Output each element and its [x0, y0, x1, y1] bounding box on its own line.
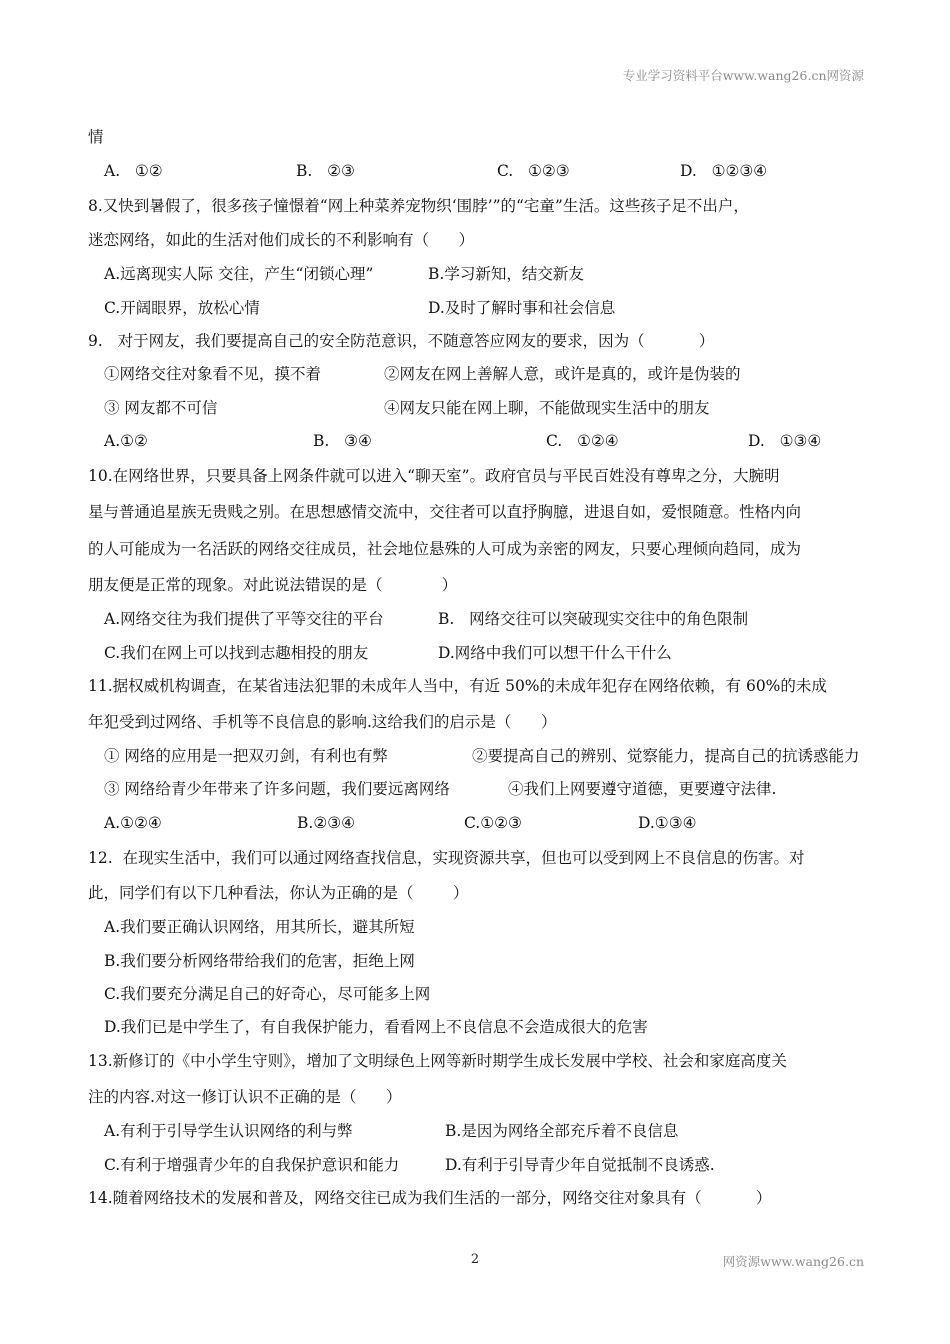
- q10-option-d: D.网络中我们可以想干什么干什么: [438, 644, 672, 662]
- q12-option-b: B.我们要分析网络带给我们的危害，拒绝上网: [104, 952, 415, 970]
- q12-option-d: D.我们已是中学生了，有自我保护能力，看看网上不良信息不会造成很大的危害: [104, 1018, 648, 1036]
- q8-option-a: A.远离现实人际 交往，产生“闭锁心理”: [104, 265, 374, 283]
- q10-question-line1: 10.在网络世界，只要具备上网条件就可以进入“聊天室”。政府官员与平民百姓没有尊卑之分，大腕明: [88, 467, 780, 485]
- footer-site-text: 网资源www.wang26.cn: [722, 1254, 864, 1269]
- q13-question-line1: 13.新修订的《中小学生守则》，增加了文明绿色上网等新时期学生成长发展中学校、社会和家庭高度关: [88, 1052, 787, 1070]
- q11-question-line1: 11.据权威机构调查，在某省违法犯罪的未成年人当中，有近 50%的未成年犯存在网络依赖，有 60%的未成: [88, 677, 827, 695]
- q13-option-a: A.有利于引导学生认识网络的利与弊: [104, 1122, 353, 1140]
- q9-item-4: ④网友只能在网上聊，不能做现实生活中的朋友: [384, 399, 710, 417]
- q9-option-a: A.①②: [104, 432, 148, 450]
- q13-question-line2: 注的内容.对这一修订认识不正确的是（ ）: [88, 1088, 402, 1106]
- q7-continuation: 情: [88, 128, 104, 146]
- q10-option-a: A.网络交往为我们提供了平等交往的平台: [104, 610, 384, 628]
- q13-option-c: C.有利于增强青少年的自我保护意识和能力: [104, 1156, 400, 1174]
- q11-question-line2: 年犯受到过网络、手机等不良信息的影响.这给我们的启示是（ ）: [88, 713, 557, 731]
- q14-question: 14.随着网络技术的发展和普及，网络交往已成为我们生活的一部分，网络交往对象具有（ ）: [88, 1189, 772, 1207]
- q11-item-3: ③ 网络给青少年带来了许多问题，我们要远离网络: [104, 780, 450, 798]
- q9-option-d: D. ①③④: [748, 432, 822, 450]
- q11-item-1: ① 网络的应用是一把双刃剑，有利也有弊: [104, 747, 388, 765]
- q7-option-d: D. ①②③④: [680, 162, 768, 180]
- header-site-text: 专业学习资料平台www.wang26.cn网资源: [622, 68, 864, 83]
- q11-option-a: A.①②④: [104, 814, 162, 832]
- q12-option-a: A.我们要正确认识网络，用其所长，避其所短: [104, 918, 415, 936]
- q12-option-c: C.我们要充分满足自己的好奇心，尽可能多上网: [104, 985, 431, 1003]
- q9-item-2: ②网友在网上善解人意，或许是真的，或许是伪装的: [384, 365, 741, 383]
- q11-option-c: C.①②③: [464, 814, 522, 832]
- q10-option-c: C.我们在网上可以找到志趣相投的朋友: [104, 644, 369, 662]
- q9-item-1: ①网络交往对象看不见，摸不着: [104, 365, 322, 383]
- q11-option-d: D.①③④: [638, 814, 697, 832]
- q7-option-c: C. ①②③: [497, 162, 570, 180]
- q12-question-line2: 此，同学们有以下几种看法，你认为正确的是（ ）: [88, 884, 469, 902]
- q11-item-2: ②要提高自己的辨别、觉察能力，提高自己的抗诱惑能力: [472, 747, 860, 765]
- q8-option-d: D.及时了解时事和社会信息: [428, 299, 616, 317]
- q10-option-b: B. 网络交往可以突破现实交往中的角色限制: [438, 610, 749, 628]
- q9-item-3: ③ 网友都不可信: [104, 399, 218, 417]
- q8-question-line2: 迷恋网络，如此的生活对他们成长的不利影响有（ ）: [88, 231, 475, 249]
- q13-option-d: D.有利于引导青少年自觉抵制不良诱惑.: [445, 1156, 715, 1174]
- q10-question-line4: 朋友便是正常的现象。对此说法错误的是（ ）: [88, 576, 458, 594]
- q8-question-line1: 8.又快到暑假了，很多孩子憧憬着“网上种菜养宠物织‘围脖’”的“宅童”生活。这些孩子足不出户，: [88, 197, 749, 215]
- q10-question-line3: 的人可能成为一名活跃的网络交往成员，社会地位悬殊的人可成为亲密的网友，只要心理倾向趋同，成为: [88, 540, 802, 558]
- q7-option-a: A. ①②: [104, 162, 163, 180]
- q12-question-line1: 12. 在现实生活中，我们可以通过网络查找信息，实现资源共享，但也可以受到网上不良信息的伤害。对: [88, 849, 805, 867]
- q9-option-c: C. ①②④: [546, 432, 619, 450]
- q8-option-c: C.开阔眼界，放松心情: [104, 299, 260, 317]
- page-number: 2: [470, 1252, 480, 1267]
- q9-option-b: B. ③④: [313, 432, 372, 450]
- q8-option-b: B.学习新知，结交新友: [428, 265, 584, 283]
- q11-item-4: ④我们上网要遵守道德，更要遵守法律.: [508, 780, 777, 798]
- q7-option-b: B. ②③: [296, 162, 355, 180]
- q9-question: 9. 对于网友，我们要提高自己的安全防范意识，不随意答应网友的要求，因为（ ）: [88, 332, 715, 350]
- q10-question-line2: 星与普通追星族无贵贱之别。在思想感情交流中，交往者可以直抒胸臆，进退自如，爱恨随意。性格内向: [88, 503, 802, 521]
- q13-option-b: B.是因为网络全部充斥着不良信息: [445, 1122, 679, 1140]
- q11-option-b: B.②③④: [297, 814, 356, 832]
